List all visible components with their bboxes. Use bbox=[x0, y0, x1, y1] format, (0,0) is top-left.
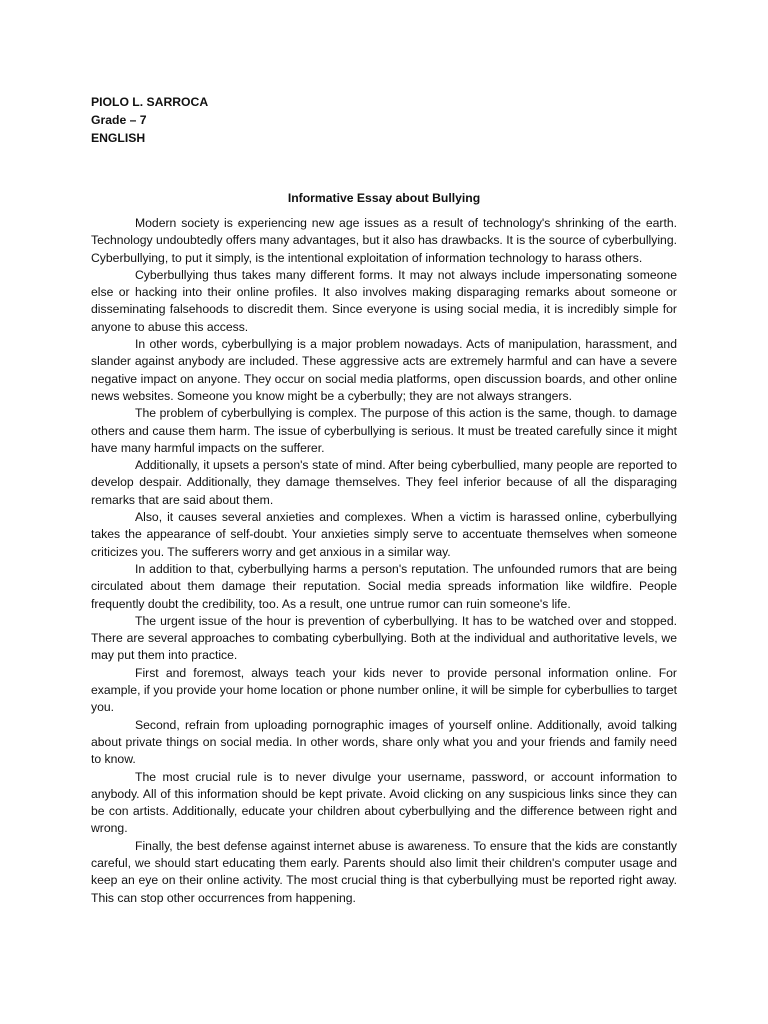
author-name: PIOLO L. SARROCA bbox=[91, 95, 209, 109]
subject-name: ENGLISH bbox=[91, 131, 146, 145]
essay-paragraph: Additionally, it upsets a person's state of mind. After being cyberbullied, many people are reported to develop despair. Additionally, they damage themselves. They feel inferior because of all the disparaging remarks that are said about them. bbox=[91, 458, 677, 507]
essay-paragraph: The problem of cyberbullying is complex. The purpose of this action is the same, though. to damage others and cause them harm. The issue of cyberbullying is serious. It must be treated carefully since it might have many harmful impacts on the sufferer. bbox=[91, 406, 677, 455]
essay-paragraph: First and foremost, always teach your kids never to provide personal information online. For example, if you provide your home location or phone number online, it will be simple for cyberbullies to target you. bbox=[91, 665, 677, 715]
essay-paragraph: In other words, cyberbullying is a major problem nowadays. Acts of manipulation, harassment, and slander against anybody are included. These aggressive acts are extremely harmful and can have a severe negative impact on anyone. They occur on social media platforms, open discussion boards, and other online news websites. Someone you know might be a cyberbully; they are not always strangers. bbox=[91, 337, 677, 403]
essay-paragraph: Second, refrain from uploading pornographic images of yourself online. Additionally, avoid talking about private things on social media. In other words, share only what you and your friends and family need to know. bbox=[91, 717, 677, 767]
essay-title: Informative Essay about Bullying bbox=[287, 191, 481, 205]
essay-paragraph: Finally, the best defense against internet abuse is awareness. To ensure that the kids are constantly careful, we should start educating them early. Parents should also limit their children's computer usage and keep an eye on their online activity. The most crucial thing is that cyberbullying must be reported right away. This can stop other occurrences from happening. bbox=[91, 838, 677, 905]
grade-level: Grade – 7 bbox=[91, 113, 147, 127]
essay-paragraph: In addition to that, cyberbullying harms a person's reputation. The unfounded rumors that are being circulated about them damage their reputation. Social media spreads information like wildfire. People frequently doubt the credibility, too. As a result, one untrue rumor can ruin someone's life. bbox=[91, 561, 677, 611]
essay-paragraph: Also, it causes several anxieties and complexes. When a victim is harassed online, cyberbullying takes the appearance of self-doubt. Your anxieties simply serve to accentuate themselves when someone criticizes you. The sufferers worry and get anxious in a similar way. bbox=[91, 510, 677, 559]
essay-body bbox=[91, 215, 677, 907]
author-header bbox=[91, 93, 677, 147]
essay-paragraph: Cyberbullying thus takes many different forms. It may not always include impersonating someone else or hacking into their online profiles. It also involves making disparaging remarks about someone or disseminating falsehoods to discredit them. Since everyone is using social media, it is incredibly simple for anyone to abuse this access. bbox=[91, 267, 677, 334]
essay-paragraph: Modern society is experiencing new age issues as a result of technology's shrinking of the earth. Technology undoubtedly offers many advantages, but it also has drawbacks. It is the source of cyberbullying. Cyberbullying, to put it simply, is the intentional exploitation of information technology to harass others. bbox=[91, 216, 677, 265]
essay-paragraph: The urgent issue of the hour is prevention of cyberbullying. It has to be watched over and stopped. There are several approaches to combating cyberbullying. Both at the individual and authoritative levels, we may put them into practice. bbox=[91, 613, 677, 663]
essay-paragraph: The most crucial rule is to never divulge your username, password, or account information to anybody. All of this information should be kept private. Avoid clicking on any suspicious links since they can be con artists. Additionally, educate your children about cyberbullying and the difference between right and wrong. bbox=[91, 769, 677, 836]
